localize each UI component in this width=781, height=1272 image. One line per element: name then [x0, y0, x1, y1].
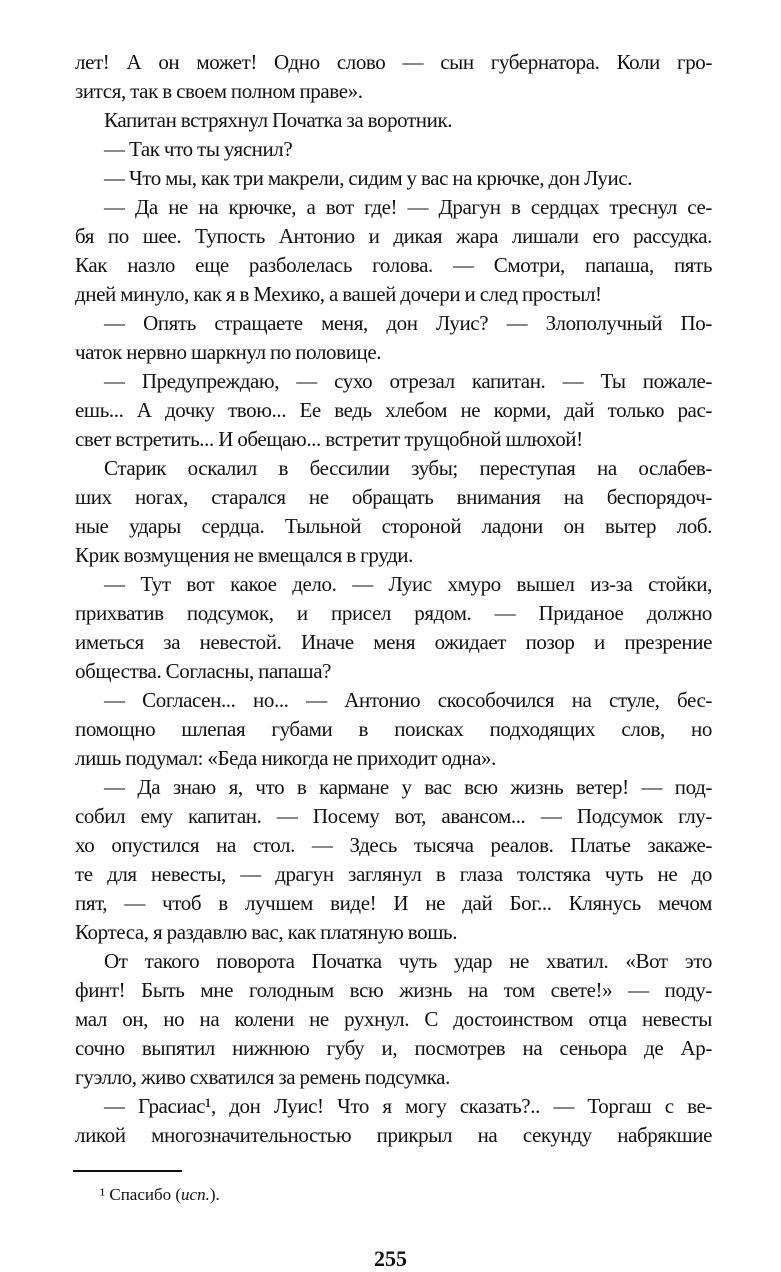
text-line: помощно шлепая губами в поисках подходящих слов, но [75, 717, 712, 741]
text-line: Крик возмущения не вмещался в груди. [75, 543, 413, 567]
text-line: От такого поворота Початка чуть удар не хватил. «Вот это [104, 949, 712, 973]
text-line: зится, так в своем полном праве». [75, 79, 363, 103]
text-line: ликой многозначительностью прикрыл на секунду набрякшие [75, 1123, 712, 1147]
footnote-italic: исп. [181, 1185, 210, 1204]
text-line: ешь... А дочку твою... Ее ведь хлебом не корми, дай только рас- [75, 398, 712, 422]
text-line: те для невесты, — драгун заглянул в глаза толстяка чуть не до [75, 862, 712, 886]
text-line: прихватив подсумок, и присел рядом. — Приданое должно [75, 601, 712, 625]
text-line: мал он, но на колени не рухнул. С достоинством отца невесты [75, 1007, 712, 1031]
text-line: иметься за невестой. Иначе меня ожидает позор и презрение [75, 630, 712, 654]
text-line: бя по шее. Тупость Антонио и дикая жара лишали его рассудка. [75, 224, 712, 248]
body-text [75, 48, 712, 1150]
text-line: — Согласен... но... — Антонио скособочился на стуле, бес- [104, 688, 712, 712]
text-line: — Грасиас¹, дон Луис! Что я могу сказать?.. — Торгаш с ве- [104, 1094, 712, 1118]
footnote-tail: ). [209, 1185, 220, 1204]
text-line: — Так что ты уяснил? [104, 137, 293, 161]
text-line: пят, — чтоб в лучшем виде! И не дай Бог... Клянусь мечом [75, 891, 712, 915]
text-line: гуэлло, живо схватился за ремень подсумка. [75, 1065, 450, 1089]
text-line: — Предупреждаю, — сухо отрезал капитан. — Ты пожале- [104, 369, 712, 393]
text-line: чаток нервно шаркнул по половице. [75, 340, 382, 364]
footnote [75, 1184, 712, 1206]
text-line: — Опять стращаете меня, дон Луис? — Злополучный По- [104, 311, 712, 335]
text-line: ные удары сердца. Тыльной стороной ладони он вытер лоб. [75, 514, 712, 538]
text-line: Капитан встряхнул Початка за воротник. [104, 108, 453, 132]
footnote-marker: ¹ [100, 1185, 106, 1204]
text-line: хо опустился на стол. — Здесь тысяча реалов. Платье закаже- [75, 833, 712, 857]
text-line: финт! Быть мне голодным всю жизнь на том свете!» — поду- [75, 978, 712, 1002]
page-number: 255 [374, 1246, 407, 1271]
text-line: ших ногах, старался не обращать внимания на беспорядоч- [75, 485, 712, 509]
text-line: лишь подумал: «Беда никогда не приходит одна». [75, 746, 496, 770]
text-line: общества. Согласны, папаша? [75, 659, 332, 683]
text-line: — Да не на крючке, а вот где! — Драгун в сердцах треснул се- [104, 195, 712, 219]
footnote-text: Спасибо ( [109, 1185, 182, 1204]
text-line: лет! А он может! Одно слово — сын губернатора. Коли гро- [75, 50, 712, 74]
footnote-divider [73, 1170, 182, 1172]
text-line: собил ему капитан. — Посему вот, авансом... — Подсумок глу- [75, 804, 712, 828]
text-line: дней минуло, как я в Мехико, а вашей дочери и след простыл! [75, 282, 602, 306]
text-line: Кортеса, я раздавлю вас, как платяную вошь. [75, 920, 458, 944]
text-line: — Тут вот какое дело. — Луис хмуро вышел из-за стойки, [104, 572, 712, 596]
text-line: Как назло еще разболелась голова. — Смотри, папаша, пять [75, 253, 712, 277]
text-line: свет встретить... И обещаю... встретит трущобной шлюхой! [75, 427, 583, 451]
text-line: — Да знаю я, что в кармане у вас всю жизнь ветер! — под- [104, 775, 712, 799]
text-line: — Что мы, как три макрели, сидим у вас на крючке, дон Луис. [104, 166, 633, 190]
text-line: Старик оскалил в бессилии зубы; переступая на ослабев- [104, 456, 712, 480]
text-line: сочно выпятил нижнюю губу и, посмотрев на сеньора де Ар- [75, 1036, 712, 1060]
